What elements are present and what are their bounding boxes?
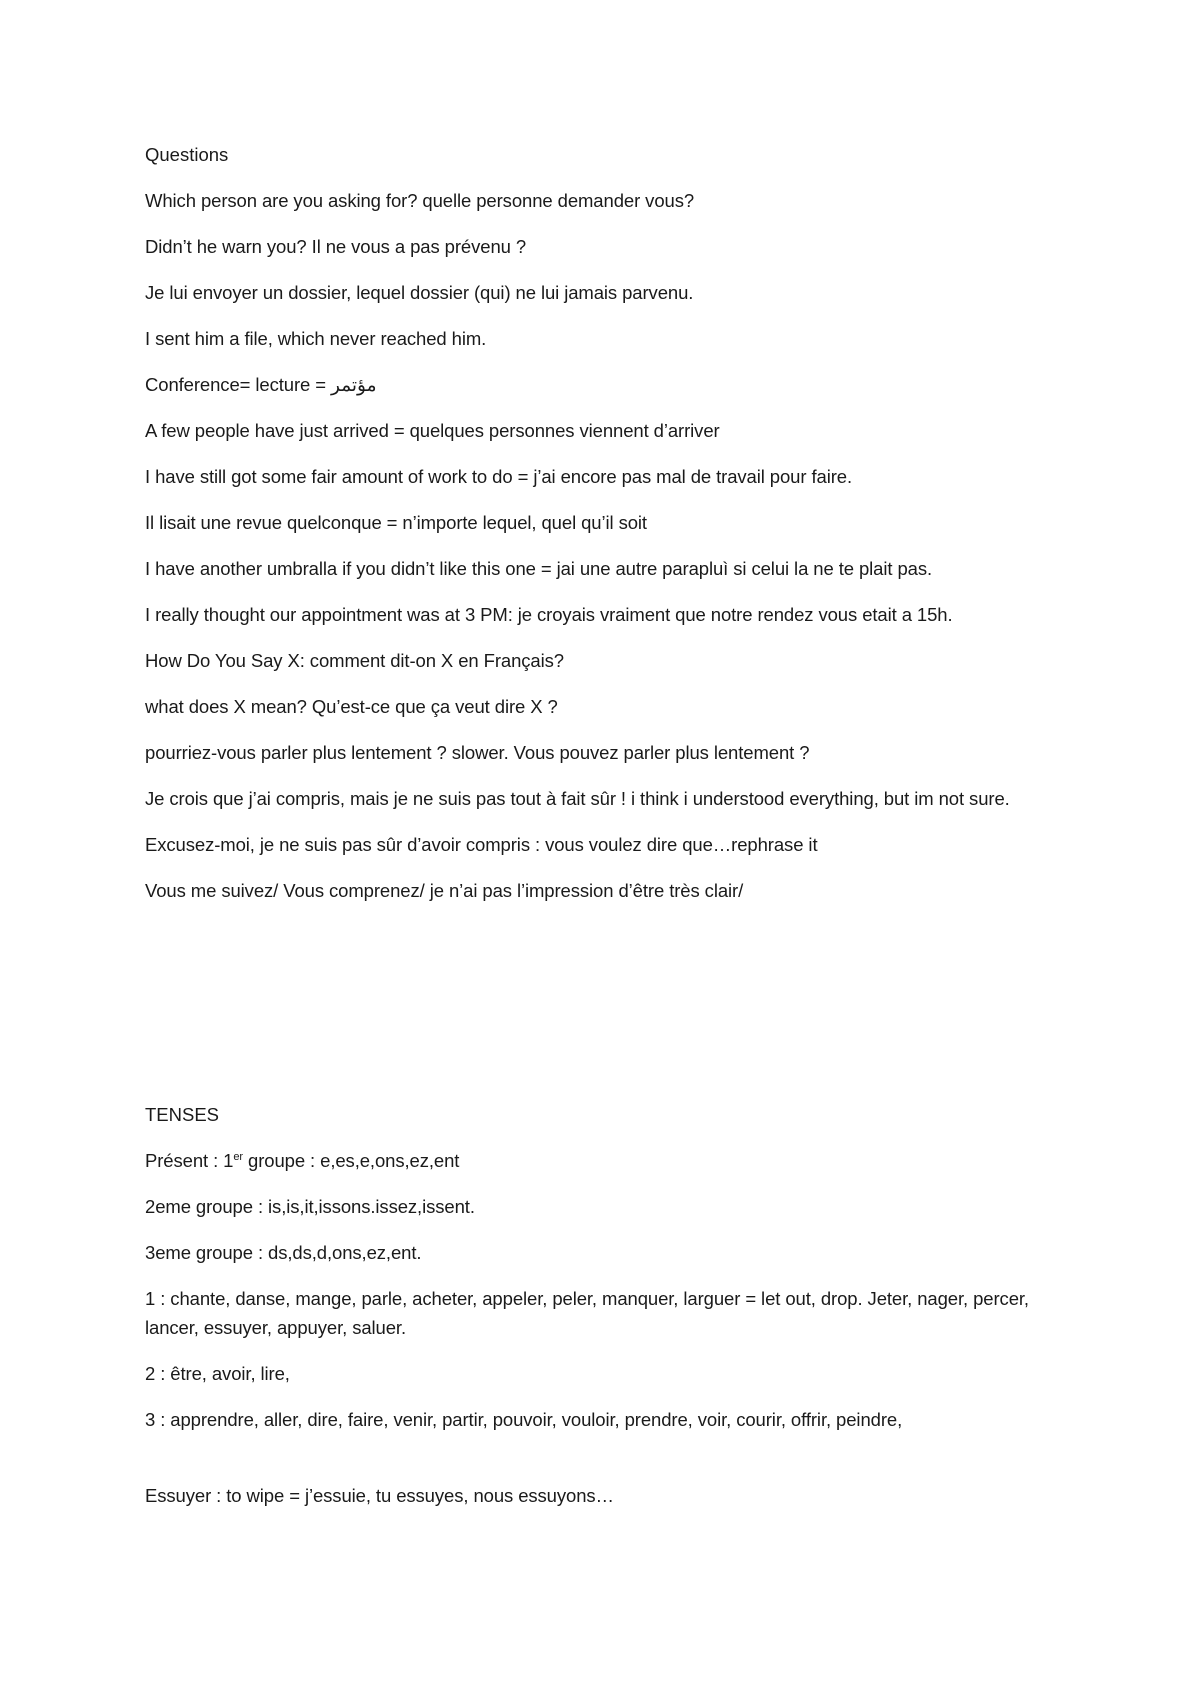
document-body — [145, 140, 1075, 1527]
question-line: Vous me suivez/ Vous comprenez/ je n’ai pas l’impression d’être très clair/ — [145, 880, 744, 901]
question-line: Conference= lecture = مؤتمر — [145, 374, 377, 395]
question-line: what does X mean? Qu’est-ce que ça veut dire X ? — [145, 696, 558, 717]
essuyer-line: Essuyer : to wipe = j’essuie, tu essuyes, nous essuyons… — [145, 1485, 614, 1506]
present-line — [145, 1146, 1075, 1175]
tenses-heading: TENSES — [145, 1104, 220, 1125]
question-line: Je crois que j’ai compris, mais je ne suis pas tout à fait sûr ! i think i understood everything, but im not sure. — [145, 788, 1010, 809]
present-prefix: Présent : 1 — [145, 1150, 234, 1171]
present-superscript: er — [233, 1150, 243, 1163]
question-line: Excusez-moi, je ne suis pas sûr d’avoir compris : vous voulez dire que…rephrase it — [145, 834, 818, 855]
question-line: pourriez-vous parler plus lentement ? slower. Vous pouvez parler plus lentement ? — [145, 742, 810, 763]
present-suffix: groupe : e,es,e,ons,ez,ent — [242, 1150, 460, 1171]
groupe3-line: 3eme groupe : ds,ds,d,ons,ez,ent. — [145, 1242, 422, 1263]
question-line: A few people have just arrived = quelques personnes viennent d’arriver — [145, 420, 720, 441]
verb-list-3: 3 : apprendre, aller, dire, faire, venir, partir, pouvoir, vouloir, prendre, voir, courir, offrir, peindre, — [145, 1409, 903, 1430]
verb-list-2: 2 : être, avoir, lire, — [145, 1363, 290, 1384]
question-line: I sent him a file, which never reached him. — [145, 328, 487, 349]
question-line: Didn’t he warn you? Il ne vous a pas prévenu ? — [145, 236, 527, 257]
verb-list-1: 1 : chante, danse, mange, parle, acheter, appeler, peler, manquer, larguer = let out, drop. Jeter, nager, percer, lancer, essuyer, appuyer, saluer. — [145, 1288, 1029, 1338]
question-line: Which person are you asking for? quelle personne demander vous? — [145, 190, 695, 211]
question-line: Il lisait une revue quelconque = n’importe lequel, quel qu’il soit — [145, 512, 647, 533]
question-line: I really thought our appointment was at 3 PM: je croyais vraiment que notre rendez vous etait a 15h. — [145, 604, 953, 625]
question-line: I have another umbralla if you didn’t like this one = jai une autre parapluì si celui la ne te plait pas. — [145, 558, 933, 579]
question-line: How Do You Say X: comment dit-on X en Français? — [145, 650, 564, 671]
question-line: Je lui envoyer un dossier, lequel dossier (qui) ne lui jamais parvenu. — [145, 282, 694, 303]
question-line: I have still got some fair amount of work to do = j’ai encore pas mal de travail pour faire. — [145, 466, 852, 487]
section-spacer — [145, 922, 1075, 1100]
groupe2-line: 2eme groupe : is,is,it,issons.issez,issent. — [145, 1196, 475, 1217]
questions-heading: Questions — [145, 144, 229, 165]
section-spacer — [145, 1451, 1075, 1481]
